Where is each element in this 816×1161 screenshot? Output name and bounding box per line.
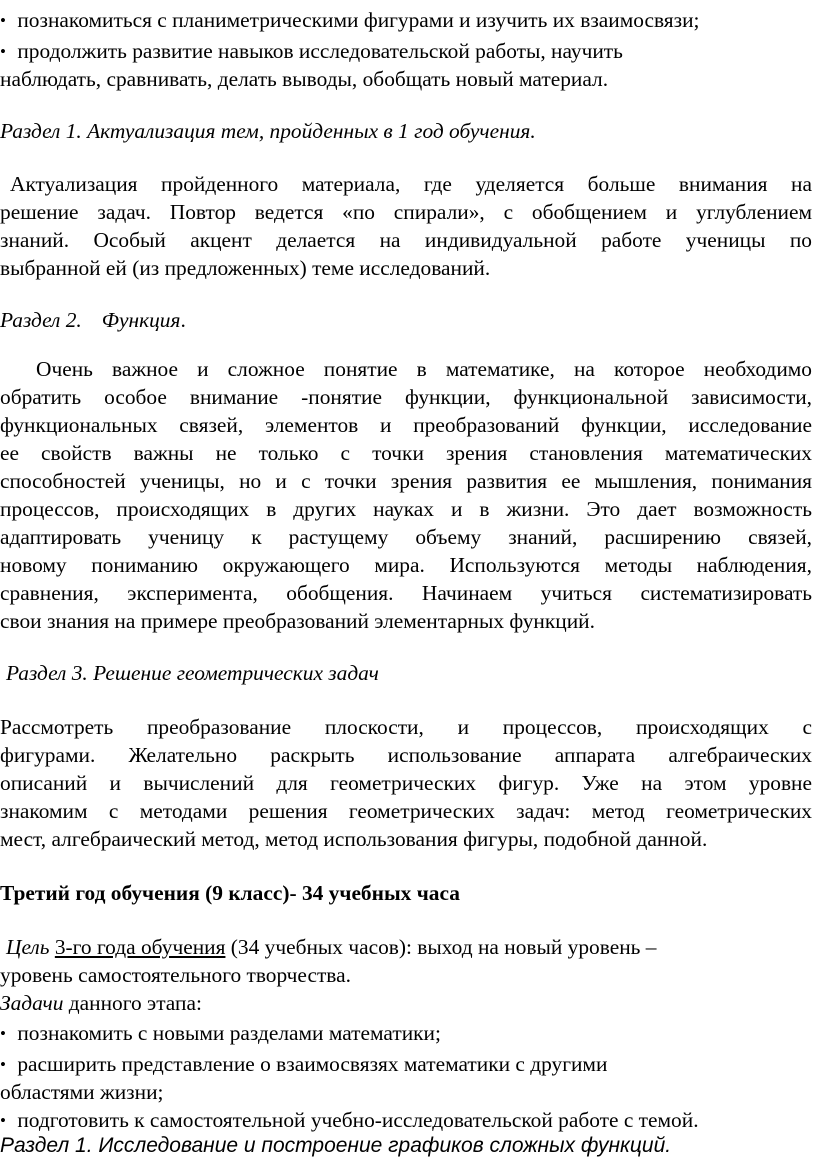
tasks-line [0, 989, 202, 1017]
section-heading: Раздел 1. Исследование и построение графиков сложных функций. [0, 1134, 672, 1157]
tasks-text: данного этапа: [63, 991, 202, 1015]
section-heading [0, 306, 186, 334]
goal-line [6, 933, 656, 961]
paragraph-line: функциональных связей, элементов и преобразований функции, исследование [0, 413, 812, 437]
bullet-item [0, 1050, 607, 1079]
paragraph-line: адаптировать ученицу к растущему объему знаний, расширению связей, [0, 525, 812, 549]
paragraph-line: процессов, происходящих в других науках и в жизни. Это дает возможность [0, 497, 812, 521]
paragraph-line: способностей ученицы, но и с точки зрения развития ее мышления, понимания [0, 469, 812, 493]
bullet-icon: • [0, 11, 6, 30]
bullet-item [0, 1019, 441, 1048]
paragraph-line: описаний и вычислений для геометрических фигур. Уже на этом уровне [0, 771, 812, 795]
paragraph-line: свои знания на примере преобразований элементарных функций. [0, 609, 595, 633]
section-heading: Раздел 3. Решение геометрических задач [6, 661, 379, 685]
paragraph-line: знакомим с методами решения геометрических задач: метод геометрических [0, 799, 812, 823]
paragraph-line: обратить особое внимание -понятие функции, функциональной зависимости, [0, 385, 812, 409]
goal-link[interactable]: 3-го года обучения [54, 935, 226, 959]
bullet-item [0, 6, 699, 35]
goal-text: (34 учебных часов): выход на новый уровень – [225, 935, 657, 959]
section-number: Раздел 2. [0, 308, 82, 332]
bullet-text: познакомить с новыми разделами математики; [17, 1021, 441, 1045]
bullet-text: подготовить к самостоятельной учебно-исследовательской работе с темой. [17, 1108, 699, 1132]
year-heading: Третий год обучения (9 класс)- 34 учебных часа [0, 881, 460, 905]
section-heading: Раздел 1. Актуализация тем, пройденных в 1 год обучения. [0, 119, 536, 143]
paragraph-line: Рассмотреть преобразование плоскости, и процессов, происходящих с [0, 715, 812, 739]
paragraph-line: выбранной ей (из предложенных) теме исследований. [0, 256, 491, 280]
bullet-continuation: областями жизни; [0, 1080, 164, 1104]
bullet-continuation: наблюдать, сравнивать, делать выводы, обобщать новый материал. [0, 67, 609, 91]
goal-continuation: уровень самостоятельного творчества. [0, 963, 351, 987]
bullet-item [0, 1106, 699, 1135]
paragraph-line: знаний. Особый акцент делается на индивидуальной работе ученицы по [0, 228, 812, 252]
paragraph-line: фигурами. Желательно раскрыть использование аппарата алгебраических [0, 743, 812, 767]
bullet-icon: • [0, 1024, 6, 1043]
tasks-label: Задачи [0, 991, 64, 1015]
bullet-icon: • [0, 1111, 6, 1130]
paragraph-line: мест, алгебраический метод, метод использования фигуры, подобной данной. [0, 827, 708, 851]
bullet-text: продолжить развитие навыков исследовательской работы, научить [17, 39, 623, 63]
bullet-text: познакомиться с планиметрическими фигурами и изучить их взаимосвязи; [17, 8, 700, 32]
bullet-icon: • [0, 1055, 6, 1074]
paragraph-line: решение задач. Повтор ведется «по спирали», с обобщением и углублением [0, 200, 812, 224]
section-title: Функция [101, 308, 181, 332]
paragraph-line: сравнения, эксперимента, обобщения. Начинаем учиться систематизировать [0, 581, 812, 605]
goal-label: Цель [6, 935, 50, 959]
paragraph-line: новому пониманию окружающего мира. Используются методы наблюдения, [0, 553, 812, 577]
bullet-item [0, 37, 623, 66]
bullet-text: расширить представление о взаимосвязях математики с другими [17, 1052, 608, 1076]
paragraph-line: Актуализация пройденного материала, где уделяется больше внимания на [10, 172, 812, 196]
bullet-icon: • [0, 42, 6, 61]
paragraph-line: ее свойств важны не только с точки зрения становления математических [0, 441, 812, 465]
paragraph-line: Очень важное и сложное понятие в математике, на которое необходимо [36, 357, 812, 381]
section-title-period: . [180, 308, 186, 332]
